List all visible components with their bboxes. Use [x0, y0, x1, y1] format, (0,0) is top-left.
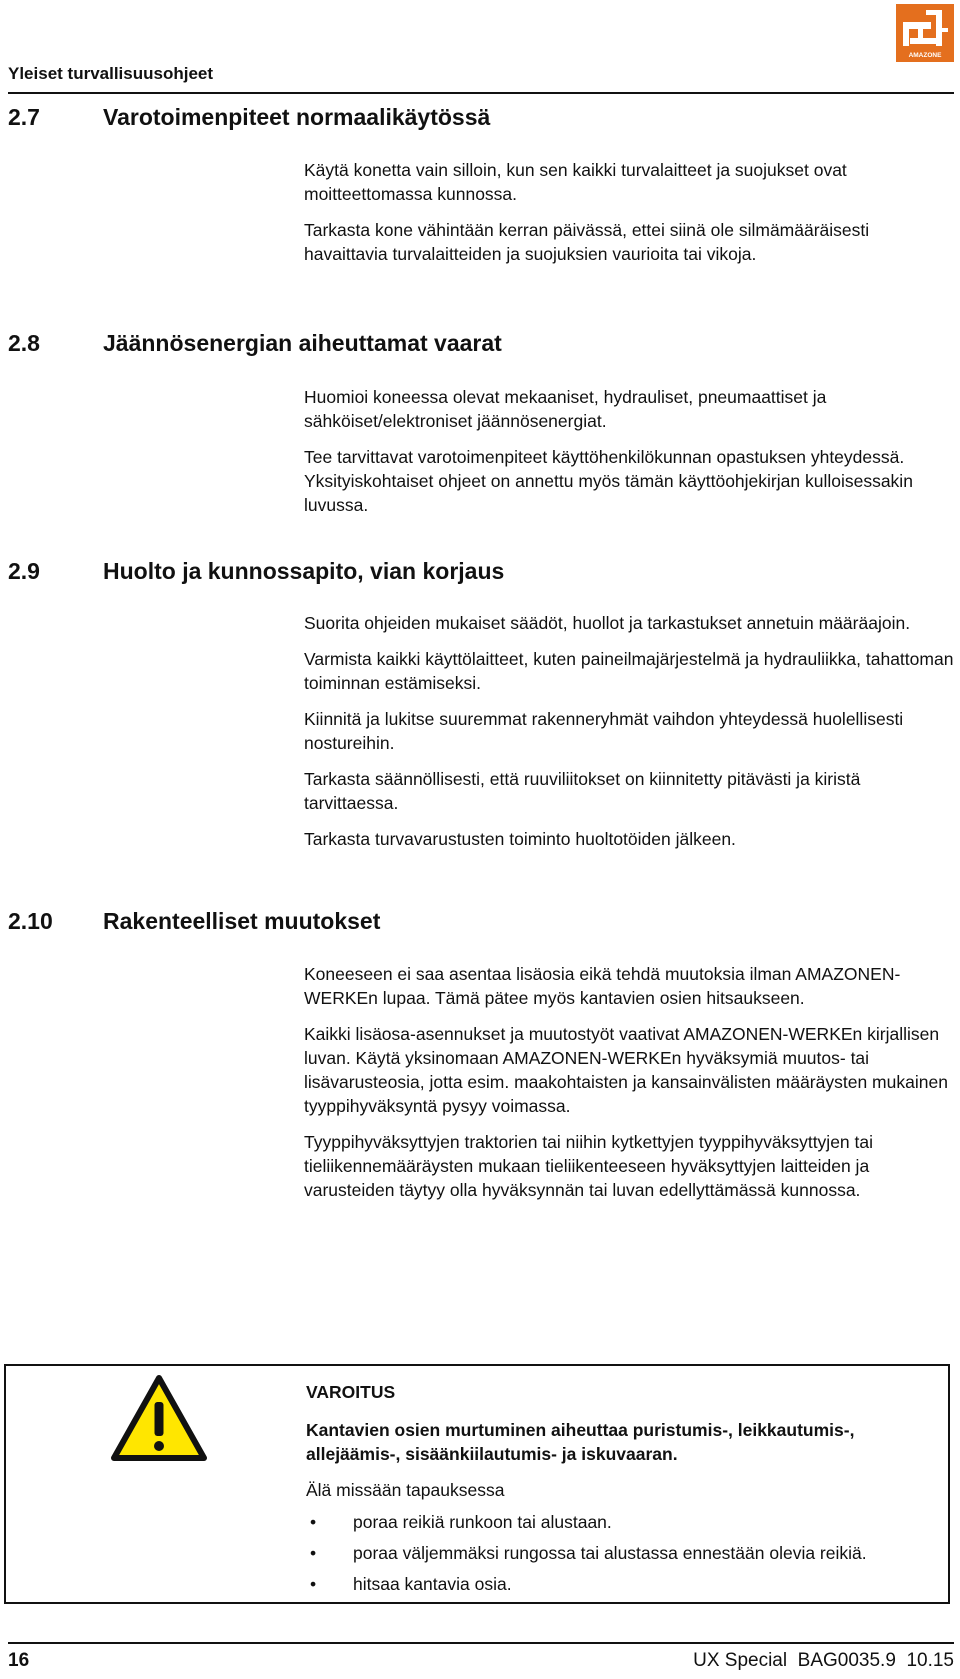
paragraph: Tarkasta säännöllisesti, että ruuviliitokset on kiinnitetty pitävästi ja kiristä tarvittaessa. — [304, 769, 861, 813]
bullet-icon: • — [310, 1574, 317, 1594]
paragraph: Varmista kaikki käyttölaitteet, kuten paineilmajärjestelmä ja hydrauliikka, tahattoman toiminnan estämiseksi. — [304, 649, 954, 693]
section-title: Varotoimenpiteet normaalikäytössä — [103, 104, 491, 130]
section-heading-2-7 — [8, 104, 490, 131]
section-body-2-8 — [304, 385, 954, 529]
warning-content — [306, 1380, 946, 1603]
bullet-icon: • — [310, 1543, 317, 1563]
paragraph: Tarkasta turvavarustusten toiminto huoltotöiden jälkeen. — [304, 829, 736, 849]
paragraph: Tyyppihyväksyttyjen traktorien tai niihin kytkettyjen tyyppihyväksyttyjen tai tieliikennemääräysten mukaan tieliikenteeseen hyväksyttyjen laitteiden ja varusteiden täytyy olla hyväksynnän tai luvan edellyttämässä kunnossa. — [304, 1132, 873, 1200]
list-item-text: hitsaa kantavia osia. — [353, 1574, 512, 1594]
page-number: 16 — [8, 1650, 30, 1671]
paragraph: Kiinnitä ja lukitse suuremmat rakenneryhmät vaihdon yhteydessä huolellisesti nostureihin. — [304, 709, 904, 753]
section-heading-2-8 — [8, 330, 502, 357]
section-number: 2.7 — [8, 104, 40, 130]
warning-subtitle: Kantavien osien murtuminen aiheuttaa puristumis-, leikkautumis-, allejäämis-, sisäänkiilautumis- ja iskuvaaran. — [306, 1420, 855, 1464]
list-item-text: poraa väljemmäksi rungossa tai alustassa ennestään olevia reikiä. — [353, 1543, 867, 1563]
section-number: 2.10 — [8, 908, 53, 934]
header-rule — [8, 92, 954, 94]
warning-intro: Älä missään tapauksessa — [306, 1480, 505, 1500]
section-title: Jäännösenergian aiheuttamat vaarat — [103, 330, 502, 356]
document-id: UX Special BAG0035.9 10.15 — [693, 1650, 954, 1671]
paragraph: Huomioi koneessa olevat mekaaniset, hydrauliset, pneumaattiset ja sähköiset/elektroniset jäännösenergiat. — [304, 387, 827, 431]
warning-title: VAROITUS — [306, 1382, 396, 1402]
section-title: Rakenteelliset muutokset — [103, 908, 381, 934]
section-heading-2-10 — [8, 908, 380, 935]
warning-box — [4, 1364, 950, 1604]
list-item — [306, 1541, 946, 1565]
list-item — [306, 1510, 946, 1534]
amazone-logo-icon — [896, 4, 954, 62]
warning-list — [306, 1510, 946, 1596]
section-body-2-10 — [304, 962, 954, 1214]
section-body-2-7 — [304, 158, 954, 278]
section-number: 2.9 — [8, 558, 40, 584]
section-heading-2-9 — [8, 558, 504, 585]
warning-triangle-icon — [110, 1374, 208, 1462]
paragraph: Tee tarvittavat varotoimenpiteet käyttöhenkilökunnan opastuksen yhteydessä. Yksityiskohtaiset ohjeet on annettu myös tämän käyttöohjekirjan kulloisessakin luvussa. — [304, 447, 913, 515]
section-title: Huolto ja kunnossapito, vian korjaus — [103, 558, 505, 584]
paragraph: Käytä konetta vain silloin, kun sen kaikki turvalaitteet ja suojukset ovat moitteettomassa kunnossa. — [304, 160, 847, 204]
header-title: Yleiset turvallisuusohjeet — [8, 64, 214, 83]
logo-text: AMAZONE — [908, 52, 942, 59]
paragraph: Tarkasta kone vähintään kerran päivässä, ettei siinä ole silmämääräisesti havaittavia turvalaitteiden ja suojuksien vaurioita tai vikoja. — [304, 220, 870, 264]
paragraph: Koneeseen ei saa asentaa lisäosia eikä tehdä muutoksia ilman AMAZONEN-WERKEn lupaa. Tämä pätee myös kantavien osien hitsaukseen. — [304, 964, 901, 1008]
section-number: 2.8 — [8, 330, 40, 356]
amazone-logo — [896, 4, 954, 62]
paragraph: Suorita ohjeiden mukaiset säädöt, huollot ja tarkastukset annetuin määräajoin. — [304, 613, 911, 633]
section-body-2-9 — [304, 611, 954, 863]
list-item — [306, 1572, 946, 1596]
list-item-text: poraa reikiä runkoon tai alustaan. — [353, 1512, 612, 1532]
bullet-icon: • — [310, 1512, 317, 1532]
paragraph: Kaikki lisäosa-asennukset ja muutostyöt vaativat AMAZONEN-WERKEn kirjallisen luvan. Käytä yksinomaan AMAZONEN-WERKEn hyväksymiä muutos- tai lisävarusteosia, jotta esim. maakohtaisten ja kansainvälisten määräysten mukainen tyyppihyväksyntä pysyy voimassa. — [304, 1024, 948, 1116]
footer-rule — [8, 1642, 954, 1644]
